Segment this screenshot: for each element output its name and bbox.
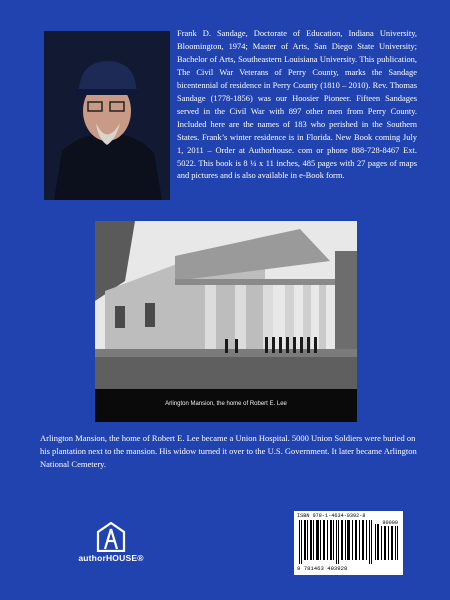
barcode-bars [297, 520, 400, 564]
author-portrait-image [44, 31, 170, 200]
isbn-barcode [294, 511, 403, 575]
publisher-name: authorHOUSE® [78, 553, 144, 563]
price-code: 90000 [382, 520, 398, 526]
publisher-logo [76, 522, 146, 572]
arlington-mansion-image [95, 221, 357, 389]
photo-caption: Arlington Mansion, the home of Robert E. Lee [165, 401, 287, 407]
author-photo [44, 31, 170, 200]
mansion-photo [95, 221, 357, 389]
authorhouse-house-icon [96, 522, 126, 552]
barcode-digits: 9 781463 403928 [297, 565, 348, 572]
arlington-story: Arlington Mansion, the home of Robert E. Lee became a Union Hospital. 5000 Union Soldiers were buried on his plantation next to the mansion. His widow turned it over to the U.S. Government. It later became Arlington National Cemetery. [40, 433, 417, 470]
isbn-number: ISBN 978-1-4634-0392-8 [297, 513, 366, 519]
author-bio: Frank D. Sandage, Doctorate of Education, Indiana University, Bloomington, 1974; Master of Arts, San Diego State University; Bachelor of Arts, Southeastern Louisiana University. This publication, The Civil War Veterans of Perry County, marks the Sandage bicentennial of residence in Perry County (1810 – 2010). Rev. Thomas Sandage (1778-1856) was our Hoosier Pioneer. Fifteen Sandages served in the Civil War with 897 other men from Perry County. Included here are the names of 183 who perished in the Southern States. Frank’s winter residence is in Florida. New Book coming July 1, 2011 – Order at Authorhouse. com or phone 888-728-8467 Ext. 5022. This book is 8 ¼ x 11 inches, 485 pages with 27 pages of maps and pictures and is also available in e-Book form. [177, 28, 417, 181]
